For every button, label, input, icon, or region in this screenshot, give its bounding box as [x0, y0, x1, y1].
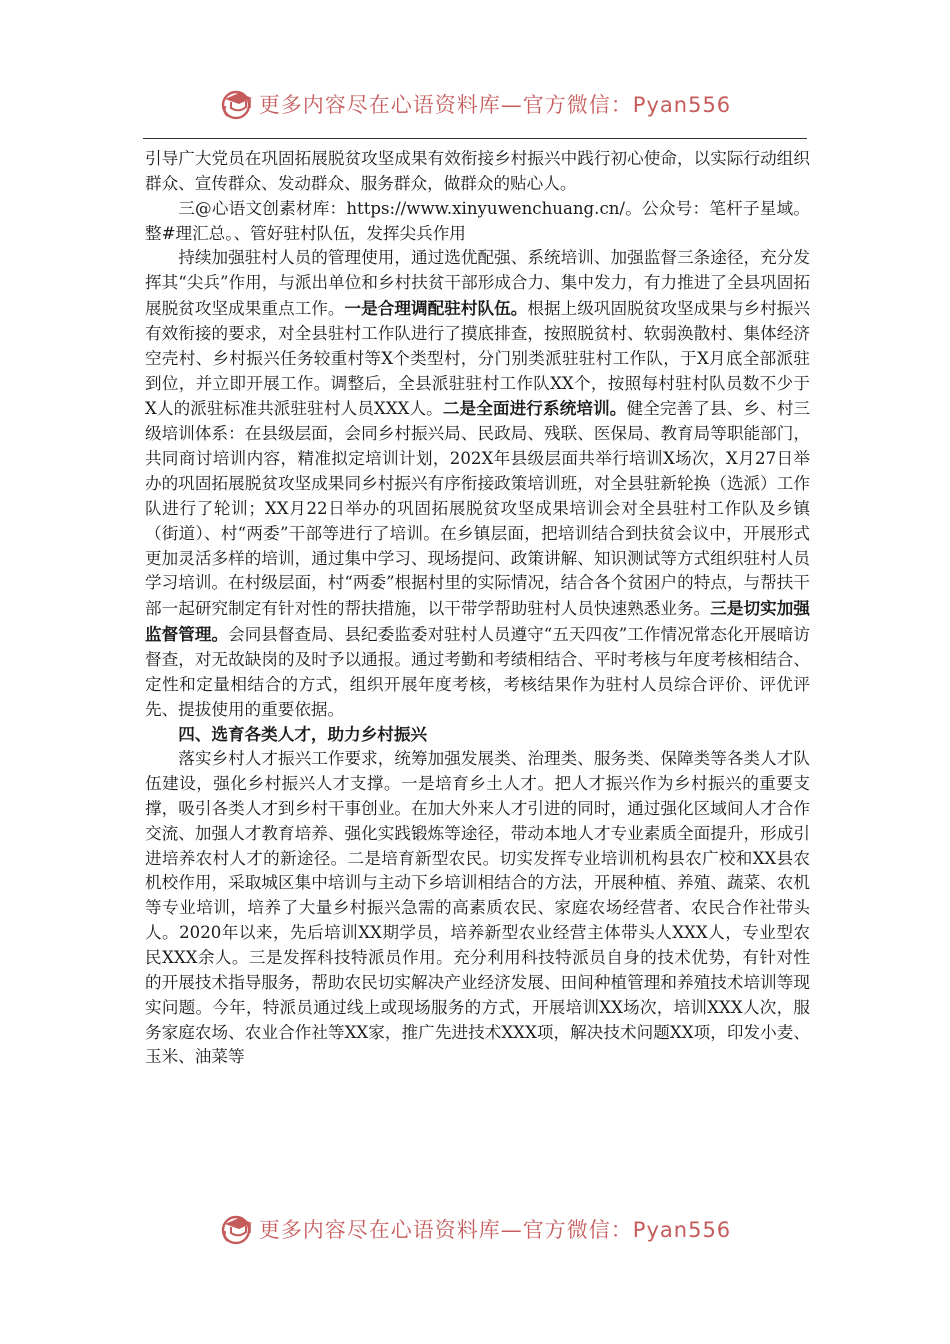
footer-banner-text: 更多内容尽在心语资料库—官方微信：Pyan556	[258, 1218, 732, 1242]
mortarboard-logo-icon	[219, 86, 255, 122]
document-body	[145, 147, 810, 1070]
header-banner-text: 更多内容尽在心语资料库—官方微信：Pyan556	[258, 93, 732, 117]
paragraph-3-part-3: 健全完善了县、乡、村三级培训体系：在县级层面，会同乡村振兴局、民政局、残联、医保局、教育局等职能部门，共同商讨培训内容，精准拟定培训计划，202X年县级层面共举行培训X场次，X月27日举办的巩固拓展脱贫攻坚成果同乡村振兴有序衔接政策培训班，对全县驻新轮换（选派）工作队进行了轮训；XX月22日举办的巩固拓展脱贫攻坚成果培训会对全县驻村工作队及乡镇（街道）、村“两委”干部等进行了培训。在乡镇层面，把培训结合到扶贫会议中，开展形式更加灵活多样的培训，通过集中学习、现场提问、政策讲解、知识测试等方式组织驻村人员学习培训。在村级层面，村“两委”根据村里的实际情况，结合各个贫困户的特点，与帮扶干部一起研究制定有针对性的帮扶措施，以干带学帮助驻村人员快速熟悉业务。	[145, 399, 810, 619]
paragraph-1: 引导广大党员在巩固拓展脱贫攻坚成果有效衔接乡村振兴中践行初心使命，以实际行动组织群众、宣传群众、发动群众、服务群众，做群众的贴心人。	[145, 149, 810, 193]
bold-point-1: 一是合理调配驻村队伍。	[344, 298, 528, 319]
section-heading-4: 四、选育各类人才，助力乡村振兴	[178, 724, 428, 745]
bold-point-3: 三是切实加强监督管理。	[145, 598, 811, 645]
paragraph-3-part-4: 会同县督查局、县纪委监委对驻村人员遵守“五天四夜”工作情况常态化开展暗访督查，对无故缺岗的及时予以通报。通过考勤和考绩相结合、平时考核与年度考核相结合、定性和定量相结合的方式，组织开展年度考核，考核结果作为驻村人员综合评价、评优评先、提拔使用的重要依据。	[145, 625, 810, 719]
header-banner	[0, 84, 950, 124]
paragraph-2: 三@心语文创素材库：https://www.xinyuwenchuang.cn/。公众号：笔杆子星域。整#理汇总。、管好驻村队伍，发挥尖兵作用	[145, 198, 810, 243]
footer-banner	[0, 1209, 950, 1249]
paragraph-3	[145, 246, 810, 722]
paragraph-3-part-2: 根据上级巩固脱贫攻坚成果与乡村振兴有效衔接的要求，对全县驻村工作队进行了摸底排查，按照脱贫村、软弱涣散村、集体经济空壳村、乡村振兴任务较重村等X个类型村，分门别类派驻驻村工作队，于X月底全部派驻到位，并立即开展工作。调整后，全县派驻驻村工作队XX个，按照每村驻村队员数不少于X人的派驻标准共派驻驻村人员XXX人。	[145, 299, 811, 419]
header-divider	[143, 138, 807, 139]
mortarboard-logo-icon	[219, 1211, 255, 1247]
paragraph-3-intro: 持续加强驻村人员的管理使用，通过选优配强、系统培训、加强监督三条途径，充分发挥其“尖兵”作用，与派出单位和乡村扶贫干部形成合力、集中发力，有力推进了全县巩固拓展脱贫攻坚成果重点工作。	[145, 248, 810, 319]
paragraph-5: 落实乡村人才振兴工作要求，统筹加强发展类、治理类、服务类、保障类等各类人才队伍建设，强化乡村振兴人才支撑。一是培育乡土人才。把人才振兴作为乡村振兴的重要支撑，吸引各类人才到乡村干事创业。在加大外来人才引进的同时，通过强化区域间人才合作交流、加强人才教育培养、强化实践锻炼等途径，带动本地人才专业素质全面提升，形成引进培养农村人才的新途径。二是培育新型农民。切实发挥专业培训机构县农广校和XX县农机校作用，采取城区集中培训与主动下乡培训相结合的方法，开展种植、养殖、蔬菜、农机等专业培训，培养了大量乡村振兴急需的高素质农民、家庭农场经营者、农民合作社带头人。2020年以来，先后培训XX期学员，培养新型农业经营主体带头人XXX人，专业型农民XXX余人。三是发挥科技特派员作用。充分利用科技特派员自身的技术优势，有针对性的开展技术指导服务，帮助农民切实解决产业经济发展、田间种植管理和养殖技术培训等现实问题。今年，特派员通过线上或现场服务的方式，开展培训XX场次，培训XXX人次，服务家庭农场、农业合作社等XX家，推广先进技术XXX项，解决技术问题XX项，印发小麦、玉米、油菜等	[145, 749, 810, 1067]
bold-point-2: 二是全面进行系统培训。	[442, 398, 627, 419]
